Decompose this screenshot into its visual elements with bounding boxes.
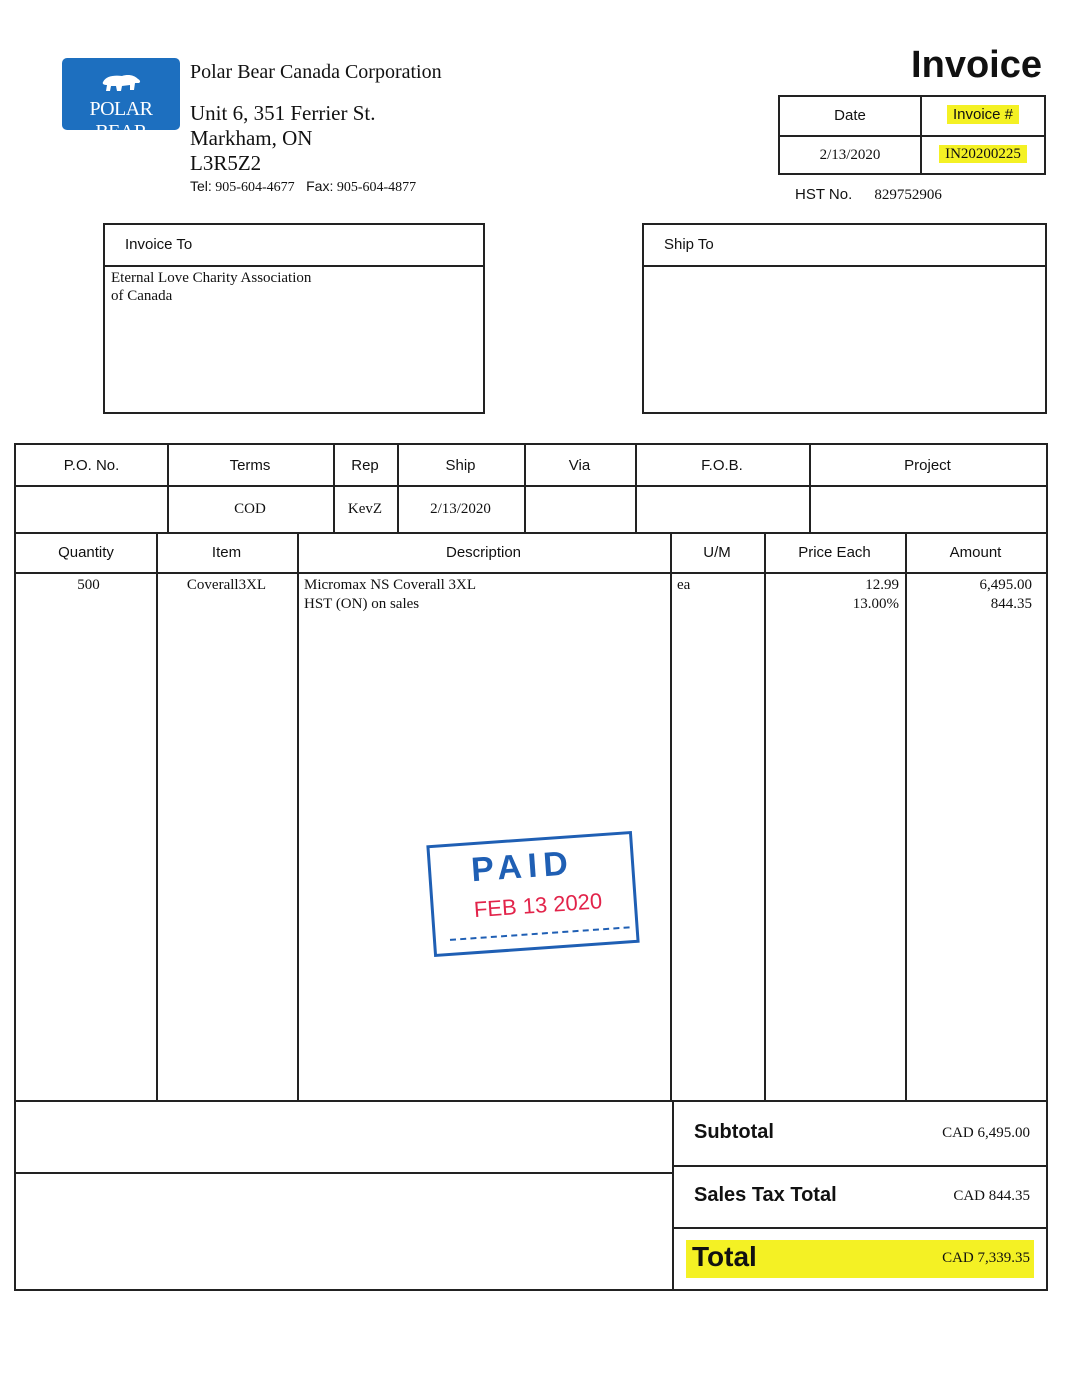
company-address-line3: L3R5Z2: [190, 151, 262, 175]
terms-value: COD: [234, 501, 266, 517]
ship-to-label: Ship To: [664, 236, 714, 253]
document-title: Invoice: [911, 44, 1042, 86]
ship-header: Ship: [445, 457, 476, 474]
company-logo: [62, 58, 180, 143]
invoice-number-label-cell: [920, 106, 1046, 123]
total-label: Total: [692, 1241, 757, 1272]
polar-bear-icon: [100, 70, 142, 96]
invoice-number-cell: [920, 146, 1046, 163]
fax-number: 905-604-4877: [336, 180, 417, 195]
logo-text: POLAR BEAR: [89, 98, 153, 143]
date-label: Date: [834, 107, 866, 124]
invoice-to-line1: Eternal Love Charity Association: [111, 270, 312, 286]
project-header: Project: [904, 457, 951, 474]
um-header: U/M: [703, 544, 731, 561]
ship-date-value: 2/13/2020: [430, 501, 491, 517]
invoice-number: IN20200225: [939, 145, 1027, 163]
table-row-amount: 6,495.00: [979, 577, 1032, 593]
paid-stamp: [426, 831, 639, 957]
po-no-header: P.O. No.: [63, 457, 120, 474]
rep-header: Rep: [351, 457, 379, 474]
company-address-line2: Markham, ON: [190, 126, 313, 150]
company-contact: [190, 178, 416, 196]
invoice-number-label: Invoice #: [947, 105, 1019, 124]
fax-label: Fax:: [306, 178, 334, 194]
ship-to-box: [642, 223, 1047, 414]
invoice-to-line2: of Canada: [111, 288, 173, 304]
item-header: Item: [211, 544, 242, 561]
tel-label: Tel:: [190, 178, 212, 194]
hst-label: HST No.: [795, 186, 853, 203]
price-each-header: Price Each: [798, 544, 871, 561]
tel-number: 905-604-4677: [215, 180, 295, 195]
table-row-price: 12.99: [865, 577, 899, 593]
fob-header: F.O.B.: [701, 457, 743, 474]
description-header: Description: [445, 544, 522, 561]
hst-number: [795, 186, 942, 204]
paid-stamp-date: FEB 13 2020: [473, 888, 603, 923]
subtotal-value: CAD 6,495.00: [942, 1125, 1030, 1141]
company-name: Polar Bear Canada Corporation: [190, 61, 442, 83]
sales-tax-value: CAD 844.35: [953, 1188, 1030, 1204]
table-row-price: 13.00%: [852, 596, 899, 612]
via-header: Via: [568, 457, 591, 474]
terms-header: Terms: [229, 457, 271, 474]
invoice-to-box: [103, 223, 485, 414]
table-row-um: ea: [677, 577, 691, 593]
subtotal-label: Subtotal: [694, 1121, 774, 1143]
invoice-date: 2/13/2020: [819, 147, 881, 163]
rep-value: KevZ: [347, 501, 383, 517]
paid-stamp-text: PAID: [469, 844, 575, 890]
table-row-item: Coverall3XL: [186, 577, 267, 593]
hst-value: 829752906: [874, 187, 942, 203]
table-row-description: HST (ON) on sales: [304, 596, 420, 612]
table-row-amount: 844.35: [990, 596, 1032, 612]
invoice-meta-box: [778, 95, 1046, 175]
table-row-description: Micromax NS Coverall 3XL: [304, 577, 477, 593]
quantity-header: Quantity: [58, 544, 114, 561]
company-address-line1: Unit 6, 351 Ferrier St.: [190, 101, 376, 125]
total-value: CAD 7,339.35: [942, 1250, 1030, 1266]
invoice-to-label: Invoice To: [125, 236, 193, 253]
sales-tax-label: Sales Tax Total: [694, 1184, 837, 1206]
amount-header: Amount: [949, 544, 1002, 561]
table-row-quantity: 500: [77, 577, 100, 593]
